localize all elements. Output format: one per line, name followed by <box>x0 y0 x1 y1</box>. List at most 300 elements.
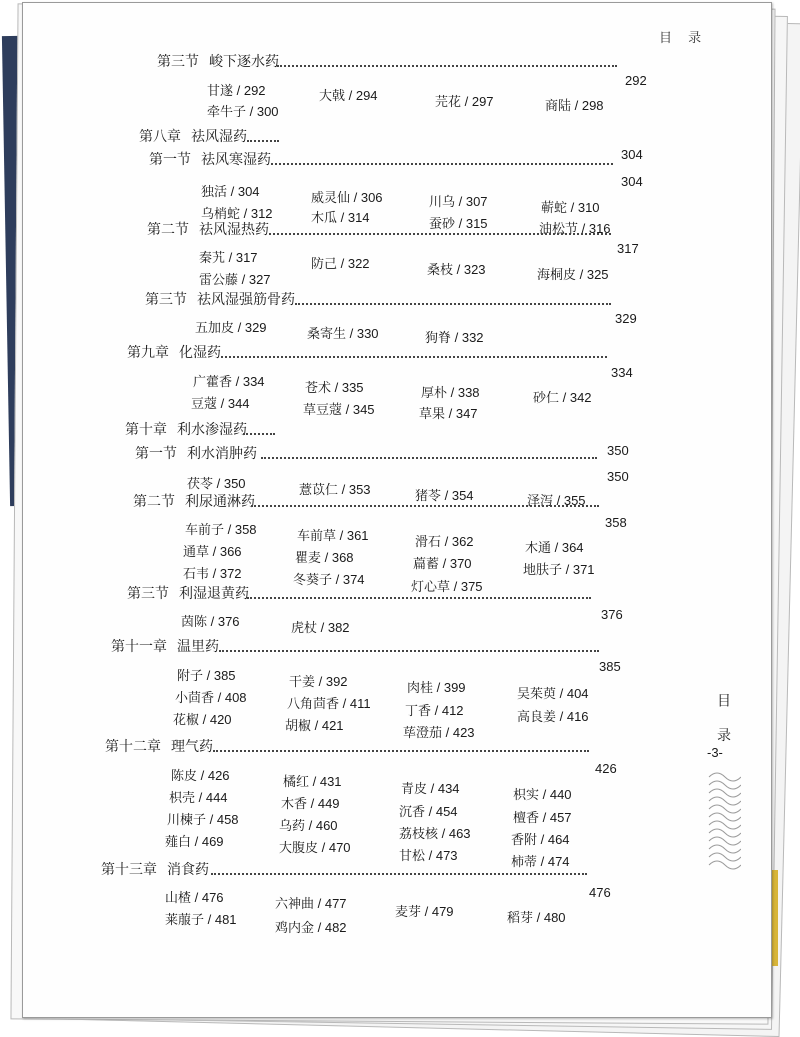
side-section-label: 目 录 <box>715 693 731 750</box>
toc-heading <box>101 859 209 879</box>
drug-entry <box>405 700 464 719</box>
drug-name: 橘红 <box>283 775 310 790</box>
toc-heading-title: 祛风寒湿药 <box>201 152 271 168</box>
toc-page-number: 350 <box>607 443 629 458</box>
drug-name: 五加皮 <box>195 321 235 336</box>
drug-entry <box>399 801 458 820</box>
drug-entry <box>293 569 365 588</box>
toc-heading-label: 第三节 <box>157 54 199 70</box>
toc-page-number: 426 <box>595 761 617 776</box>
drug-page: / 329 <box>234 320 267 335</box>
drug-page: / 464 <box>537 832 570 847</box>
drug-entry <box>305 377 364 396</box>
page-header: 目 录 <box>659 31 708 46</box>
drug-name: 薏苡仁 <box>299 483 339 498</box>
drug-name: 芫花 <box>435 95 462 110</box>
drug-entry <box>545 95 604 114</box>
drug-name: 稻芽 <box>507 911 534 926</box>
drug-name: 车前草 <box>297 529 337 544</box>
drug-page: / 355 <box>553 493 586 508</box>
drug-page: / 332 <box>451 330 484 345</box>
drug-page: / 454 <box>425 804 458 819</box>
drug-page: / 330 <box>346 326 379 341</box>
drug-page: / 306 <box>350 190 383 205</box>
toc-heading-label: 第八章 <box>139 129 181 145</box>
drug-page: / 457 <box>539 810 572 825</box>
drug-page: / 334 <box>232 374 265 389</box>
toc-page-number: 304 <box>621 147 643 162</box>
drug-page: / 420 <box>199 712 232 727</box>
drug-entry <box>275 893 347 912</box>
drug-page: / 327 <box>238 272 271 287</box>
toc-page-number: 476 <box>589 885 611 900</box>
toc-heading-title: 峻下逐水药 <box>209 54 279 70</box>
drug-entry <box>175 687 247 706</box>
drug-name: 车前子 <box>185 523 225 538</box>
drug-entry <box>517 706 589 725</box>
drug-page: / 416 <box>556 709 589 724</box>
drug-name: 商陆 <box>545 99 572 114</box>
drug-entry <box>279 837 351 856</box>
drug-page: / 460 <box>305 818 338 833</box>
drug-page: / 335 <box>331 380 364 395</box>
toc-page-number: 358 <box>605 515 627 530</box>
drug-name: 茯苓 <box>187 477 214 492</box>
drug-page: / 338 <box>447 385 480 400</box>
drug-name: 麦芽 <box>395 905 422 920</box>
drug-entry <box>307 323 379 342</box>
leader-dots <box>247 597 591 599</box>
drug-name: 吴茱萸 <box>517 687 557 702</box>
drug-page: / 426 <box>197 768 230 783</box>
drug-page: / 374 <box>332 572 365 587</box>
drug-entry <box>297 525 369 544</box>
drug-name: 桑枝 <box>427 263 454 278</box>
drug-entry <box>537 264 609 283</box>
drug-name: 八角茴香 <box>287 697 340 712</box>
toc-heading <box>145 289 295 309</box>
drug-entry <box>165 831 224 850</box>
drug-page: / 323 <box>453 262 486 277</box>
drug-name: 苍术 <box>305 381 332 396</box>
drug-entry <box>415 531 474 550</box>
drug-name: 荜澄茄 <box>403 726 443 741</box>
drug-page: / 431 <box>309 774 342 789</box>
drug-name: 牵牛子 <box>207 105 247 120</box>
drug-entry <box>411 576 483 595</box>
drug-entry <box>275 917 347 936</box>
drug-page: / 408 <box>214 690 247 705</box>
toc-heading-title: 利尿通淋药 <box>185 494 255 510</box>
drug-name: 大腹皮 <box>279 841 319 856</box>
drug-page: / 368 <box>321 550 354 565</box>
leader-dots <box>213 750 589 752</box>
drug-name: 蚕砂 <box>429 217 456 232</box>
toc-heading-title: 祛风湿药 <box>191 129 247 145</box>
drug-page: / 375 <box>450 579 483 594</box>
drug-name: 蕲蛇 <box>541 201 568 216</box>
drug-page: / 421 <box>311 718 344 733</box>
drug-entry <box>191 393 250 412</box>
drug-entry <box>177 665 236 684</box>
drug-entry <box>283 771 342 790</box>
drug-page: / 362 <box>441 534 474 549</box>
toc-page-number: 304 <box>621 174 643 189</box>
drug-name: 独活 <box>201 185 228 200</box>
drug-page: / 372 <box>209 566 242 581</box>
drug-entry <box>525 537 584 556</box>
drug-name: 厚朴 <box>421 386 448 401</box>
toc-page-number: 385 <box>599 659 621 674</box>
drug-name: 枳实 <box>513 788 540 803</box>
drug-name: 附子 <box>177 669 204 684</box>
drug-name: 瞿麦 <box>295 551 322 566</box>
drug-entry <box>299 479 371 498</box>
drug-entry <box>429 191 488 210</box>
drug-entry <box>427 259 486 278</box>
drug-name: 川楝子 <box>167 813 207 828</box>
drug-entry <box>167 809 239 828</box>
drug-page: / 474 <box>537 854 570 869</box>
leader-dots <box>247 140 279 142</box>
drug-entry <box>319 85 378 104</box>
drug-entry <box>407 677 466 696</box>
drug-page: / 304 <box>227 184 260 199</box>
drug-name: 广藿香 <box>193 375 233 390</box>
toc-heading-title: 利湿退黄药 <box>179 586 249 602</box>
drug-entry <box>403 722 475 741</box>
drug-name: 雷公藤 <box>199 273 239 288</box>
drug-name: 秦艽 <box>199 251 226 266</box>
toc-heading-label: 第十二章 <box>105 739 161 755</box>
drug-entry <box>289 671 348 690</box>
drug-page: / 481 <box>204 912 237 927</box>
drug-page: / 476 <box>191 890 224 905</box>
toc-heading-title: 消食药 <box>167 862 209 878</box>
drug-name: 海桐皮 <box>537 268 577 283</box>
toc-page-number: 317 <box>617 241 639 256</box>
toc-heading-title: 理气药 <box>171 739 213 755</box>
toc-page-number: 376 <box>601 607 623 622</box>
drug-page: / 315 <box>455 216 488 231</box>
drug-page: / 482 <box>314 920 347 935</box>
drug-page: / 440 <box>539 787 572 802</box>
toc-heading-label: 第二节 <box>133 494 175 510</box>
drug-page: / 307 <box>455 194 488 209</box>
drug-entry <box>401 778 460 797</box>
toc-page-number: 292 <box>625 73 647 88</box>
drug-entry <box>169 787 228 806</box>
drug-entry <box>435 91 494 110</box>
drug-entry <box>311 253 370 272</box>
drug-page: / 316 <box>578 221 611 236</box>
drug-entry <box>311 187 383 206</box>
drug-entry <box>399 823 471 842</box>
drug-page: / 345 <box>342 402 375 417</box>
toc-heading-label: 第十三章 <box>101 862 157 878</box>
drug-name: 泽泻 <box>527 494 554 509</box>
drug-page: / 322 <box>337 256 370 271</box>
drug-page: / 300 <box>246 104 279 119</box>
drug-entry <box>201 181 260 200</box>
drug-name: 青皮 <box>401 782 428 797</box>
drug-name: 草豆蔻 <box>303 403 343 418</box>
drug-name: 豆蔻 <box>191 397 218 412</box>
drug-page: / 297 <box>461 94 494 109</box>
drug-page: / 310 <box>567 200 600 215</box>
drug-name: 油松节 <box>539 222 579 237</box>
toc-page-number: 334 <box>611 365 633 380</box>
drug-entry <box>413 553 472 572</box>
drug-entry <box>281 793 340 812</box>
drug-entry <box>183 541 242 560</box>
drug-page: / 479 <box>421 904 454 919</box>
drug-page: / 294 <box>345 88 378 103</box>
drug-page: / 314 <box>337 210 370 225</box>
drug-name: 桑寄生 <box>307 327 347 342</box>
drug-name: 威灵仙 <box>311 191 351 206</box>
leader-dots <box>211 873 587 875</box>
drug-page: / 404 <box>556 686 589 701</box>
drug-entry <box>523 559 595 578</box>
drug-name: 薤白 <box>165 835 192 850</box>
drug-entry <box>171 765 230 784</box>
toc-heading-title: 祛风湿热药 <box>199 222 269 238</box>
drug-page: / 370 <box>439 556 472 571</box>
drug-name: 猪苓 <box>415 489 442 504</box>
drug-name: 鸡内金 <box>275 921 315 936</box>
drug-name: 肉桂 <box>407 681 434 696</box>
toc-heading-label: 第三节 <box>127 586 169 602</box>
drug-name: 香附 <box>511 833 538 848</box>
toc-heading <box>127 342 221 362</box>
drug-entry <box>173 709 232 728</box>
leader-dots <box>251 505 599 507</box>
drug-entry <box>429 213 488 232</box>
drug-page: / 342 <box>559 390 592 405</box>
wave-ornament-icon <box>707 767 741 871</box>
drug-page: / 392 <box>315 674 348 689</box>
drug-entry <box>165 887 224 906</box>
drug-page: / 361 <box>336 528 369 543</box>
leader-dots <box>221 356 607 358</box>
toc-heading <box>147 219 269 239</box>
drug-page: / 449 <box>307 796 340 811</box>
drug-entry <box>185 519 257 538</box>
drug-entry <box>165 909 237 928</box>
drug-page: / 292 <box>233 83 266 98</box>
drug-name: 小茴香 <box>175 691 215 706</box>
toc-heading-label: 第九章 <box>127 345 169 361</box>
drug-page: / 364 <box>551 540 584 555</box>
toc-page <box>22 2 772 1018</box>
drug-page: / 382 <box>317 620 350 635</box>
drug-entry <box>511 829 570 848</box>
drug-name: 木瓜 <box>311 211 338 226</box>
drug-page: / 480 <box>533 910 566 925</box>
toc-heading-label: 第一节 <box>135 446 177 462</box>
drug-entry <box>395 901 454 920</box>
drug-entry <box>285 715 344 734</box>
drug-entry <box>415 485 474 504</box>
drug-page: / 444 <box>195 790 228 805</box>
drug-name: 狗脊 <box>425 331 452 346</box>
drug-page: / 469 <box>191 834 224 849</box>
toc-heading-title: 利水渗湿药 <box>177 422 247 438</box>
drug-page: / 434 <box>427 781 460 796</box>
drug-name: 草果 <box>419 407 446 422</box>
drug-entry <box>287 693 371 712</box>
drug-page: / 399 <box>433 680 466 695</box>
toc-heading <box>149 149 271 169</box>
drug-entry <box>291 617 350 636</box>
drug-name: 柿蒂 <box>511 855 538 870</box>
toc-heading <box>139 126 247 146</box>
drug-name: 陈皮 <box>171 769 198 784</box>
drug-entry <box>421 382 480 401</box>
drug-page: / 371 <box>562 562 595 577</box>
drug-name: 甘松 <box>399 849 426 864</box>
drug-name: 地肤子 <box>523 563 563 578</box>
toc-heading-label: 第十章 <box>125 422 167 438</box>
drug-name: 胡椒 <box>285 719 312 734</box>
drug-name: 高良姜 <box>517 710 557 725</box>
toc-page-number: 350 <box>607 469 629 484</box>
drug-page: / 385 <box>203 668 236 683</box>
drug-entry <box>295 547 354 566</box>
drug-page: / 376 <box>207 614 240 629</box>
leader-dots <box>271 163 613 165</box>
drug-page: / 298 <box>571 98 604 113</box>
drug-page: / 350 <box>213 476 246 491</box>
drug-name: 石韦 <box>183 567 210 582</box>
drug-name: 丁香 <box>405 704 432 719</box>
drug-page: / 317 <box>225 250 258 265</box>
drug-entry <box>183 563 242 582</box>
drug-name: 六神曲 <box>275 897 315 912</box>
toc-heading <box>133 491 255 511</box>
drug-name: 花椒 <box>173 713 200 728</box>
toc-heading-title: 祛风湿强筋骨药 <box>197 292 295 308</box>
toc-heading-label: 第二节 <box>147 222 189 238</box>
drug-page: / 423 <box>442 725 475 740</box>
drug-name: 川乌 <box>429 195 456 210</box>
drug-entry <box>513 784 572 803</box>
drug-page: / 354 <box>441 488 474 503</box>
drug-entry <box>399 845 458 864</box>
side-page-number: -3- <box>707 745 723 760</box>
drug-page: / 458 <box>206 812 239 827</box>
toc-heading <box>125 419 247 439</box>
toc-heading-title: 利水消肿药 <box>187 446 257 462</box>
drug-page: / 477 <box>314 896 347 911</box>
toc-heading-label: 第一节 <box>149 152 191 168</box>
drug-entry <box>187 473 246 492</box>
toc-heading-title: 化湿药 <box>179 345 221 361</box>
drug-page: / 411 <box>339 696 371 711</box>
drug-name: 通草 <box>183 545 210 560</box>
drug-name: 檀香 <box>513 811 540 826</box>
drug-name: 砂仁 <box>533 391 560 406</box>
drug-name: 木通 <box>525 541 552 556</box>
toc-heading-label: 第十一章 <box>111 639 167 655</box>
leader-dots <box>277 65 617 67</box>
drug-name: 乌药 <box>279 819 306 834</box>
drug-entry <box>517 683 589 702</box>
drug-page: / 412 <box>431 703 464 718</box>
toc-page-number: 329 <box>615 311 637 326</box>
drug-name: 茵陈 <box>181 615 208 630</box>
leader-dots <box>269 233 611 235</box>
drug-name: 大戟 <box>319 89 346 104</box>
drug-name: 虎杖 <box>291 621 318 636</box>
drug-name: 防己 <box>311 257 338 272</box>
drug-entry <box>425 327 484 346</box>
drug-name: 山楂 <box>165 891 192 906</box>
drug-name: 沉香 <box>399 805 426 820</box>
toc-heading <box>111 636 219 656</box>
drug-name: 枳壳 <box>169 791 196 806</box>
drug-name: 荔枝核 <box>399 827 439 842</box>
drug-page: / 325 <box>576 267 609 282</box>
drug-name: 乌梢蛇 <box>201 207 241 222</box>
drug-entry <box>303 399 375 418</box>
drug-entry <box>207 101 279 120</box>
drug-entry <box>511 851 570 870</box>
drug-entry <box>419 403 478 422</box>
leader-dots <box>295 303 611 305</box>
drug-entry <box>193 371 265 390</box>
drug-entry <box>195 317 267 336</box>
drug-entry <box>279 815 338 834</box>
drug-entry <box>533 387 592 406</box>
drug-entry <box>513 807 572 826</box>
leader-dots <box>261 457 597 459</box>
drug-name: 干姜 <box>289 675 316 690</box>
toc-heading-label: 第三节 <box>145 292 187 308</box>
drug-name: 灯心草 <box>411 580 451 595</box>
drug-name: 萹蓄 <box>413 557 440 572</box>
drug-entry <box>507 907 566 926</box>
drug-name: 滑石 <box>415 535 442 550</box>
drug-name: 甘遂 <box>207 84 234 99</box>
drug-entry <box>199 269 271 288</box>
drug-page: / 353 <box>338 482 371 497</box>
toc-heading <box>105 736 213 756</box>
drug-page: / 366 <box>209 544 242 559</box>
drug-page: / 344 <box>217 396 250 411</box>
drug-page: / 312 <box>240 206 273 221</box>
drug-page: / 470 <box>318 840 351 855</box>
drug-page: / 358 <box>224 522 257 537</box>
toc-heading <box>157 51 279 71</box>
toc-heading-title: 温里药 <box>177 639 219 655</box>
leader-dots <box>243 433 275 435</box>
drug-entry <box>541 197 600 216</box>
drug-name: 木香 <box>281 797 308 812</box>
drug-entry <box>181 611 240 630</box>
toc-heading <box>135 443 257 463</box>
drug-page: / 473 <box>425 848 458 863</box>
drug-entry <box>207 80 266 99</box>
drug-name: 冬葵子 <box>293 573 333 588</box>
leader-dots <box>219 650 599 652</box>
drug-name: 莱菔子 <box>165 913 205 928</box>
drug-page: / 463 <box>438 826 471 841</box>
drug-entry <box>199 247 258 266</box>
drug-entry <box>311 207 370 226</box>
drug-page: / 347 <box>445 406 478 421</box>
